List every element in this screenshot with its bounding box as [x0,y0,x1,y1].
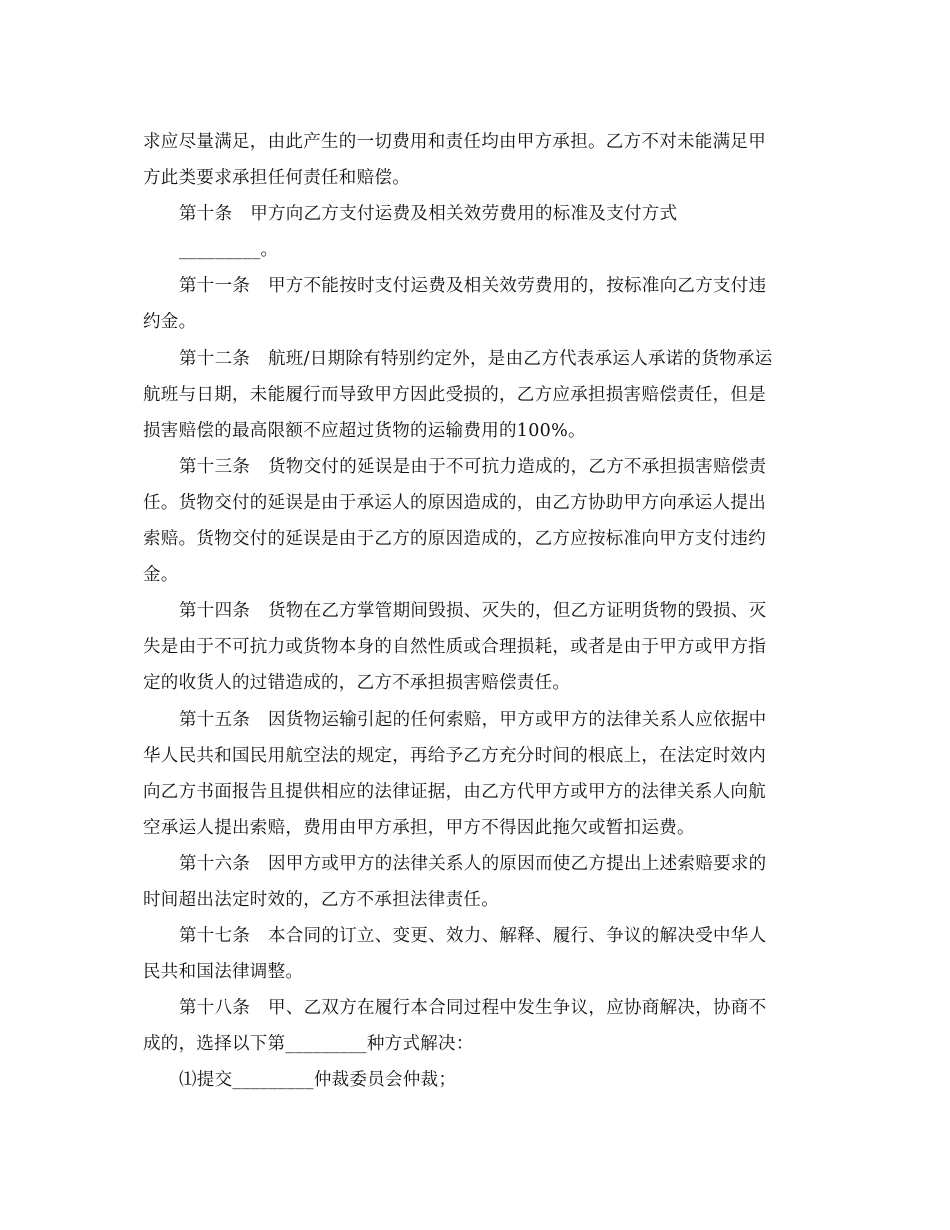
text-line: 方此类要求承担任何责任和赔偿。 [143,168,410,189]
text-line: 索赔。货物交付的延误是由于乙方的原因造成的，乙方应按标准向甲方支付违约 [143,529,766,550]
text-line: 损害赔偿的最高限额不应超过货物的运输费用的100%。 [143,420,586,441]
clause-15: 第十五条 因货物运输引起的任何索赔，甲方或甲方的法律关系人应依据中 [179,709,767,730]
text-line: 华人民共和国民用航空法的规定，再给予乙方充分时间的根底上，在法定时效内 [143,745,766,766]
payment-method-blank: _________。 [179,240,279,261]
text-line: 航班与日期，未能履行而导致甲方因此受损的，乙方应承担损害赔偿责任，但是 [143,384,766,405]
text-line: 空承运人提出索赔，费用由甲方承担，甲方不得因此拖欠或暂扣运费。 [143,817,695,838]
contract-text [143,124,808,1099]
clause-12: 第十二条 航班/日期除有特别约定外，是由乙方代表承运人承诺的货物承运 [179,348,773,369]
text-line: 向乙方书面报告且提供相应的法律证据，由乙方代甲方或甲方的法律关系人向航 [143,781,766,802]
text-line: 民共和国法律调整。 [143,962,304,983]
arbitration-option-1: ⑴提交_________仲裁委员会仲裁； [179,1070,457,1091]
text-line: 失是由于不可抗力或货物本身的自然性质或合理损耗，或者是由于甲方或甲方指 [143,637,766,658]
clause-13: 第十三条 货物交付的延误是由于不可抗力造成的，乙方不承担损害赔偿责 [179,456,767,477]
clause-18: 第十八条 甲、乙双方在履行本合同过程中发生争议，应协商解决，协商不 [179,998,767,1019]
clause-14: 第十四条 货物在乙方掌管期间毁损、灭失的，但乙方证明货物的毁损、灭 [179,601,767,622]
text-line: 求应尽量满足，由此产生的一切费用和责任均由甲方承担。乙方不对未能满足甲 [143,132,766,152]
text-line: 定的收货人的过错造成的，乙方不承担损害赔偿责任。 [143,673,571,694]
text-line: 约金。 [143,312,197,333]
clause-17: 第十七条 本合同的订立、变更、效力、解释、履行、争议的解决受中华人 [179,926,767,947]
text-line: 时间超出法定时效的，乙方不承担法律责任。 [143,889,499,910]
text-line: 成的，选择以下第_________种方式解决： [143,1034,474,1055]
text-line: 任。货物交付的延误是由于承运人的原因造成的，由乙方协助甲方向承运人提出 [143,492,766,513]
text-line: 金。 [143,565,179,586]
clause-10-heading: 第十条 甲方向乙方支付运费及相关效劳费用的标准及支付方式 [179,204,678,225]
clause-16: 第十六条 因甲方或甲方的法律关系人的原因而使乙方提出上述索赔要求的 [179,853,767,874]
clause-11: 第十一条 甲方不能按时支付运费及相关效劳费用的，按标准向乙方支付违 [179,276,767,297]
